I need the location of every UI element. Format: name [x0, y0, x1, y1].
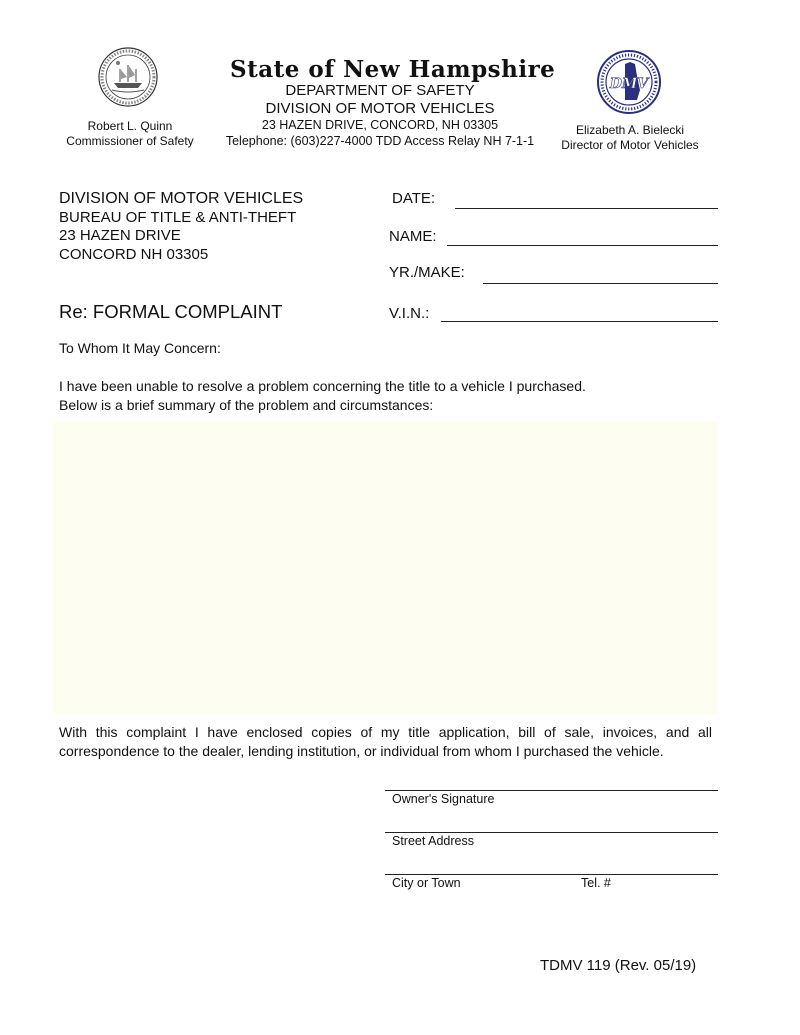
commissioner-title: Commissioner of Safety	[66, 134, 194, 148]
state-title: State of New Hampshire	[230, 56, 556, 83]
recipient-line-3: 23 HAZEN DRIVE	[59, 227, 181, 244]
header-block	[230, 56, 556, 83]
name-label: NAME:	[389, 228, 437, 245]
date-line	[455, 208, 718, 209]
street-address-line	[385, 832, 718, 833]
vin-line	[441, 321, 718, 322]
greeting: To Whom It May Concern:	[59, 340, 221, 356]
recipient-address	[59, 190, 303, 264]
city-label: City or Town	[392, 876, 461, 890]
street-address-input[interactable]	[388, 813, 716, 831]
director-title: Director of Motor Vehicles	[561, 138, 699, 152]
yrmake-input[interactable]	[486, 263, 716, 281]
vin-input[interactable]	[444, 301, 716, 319]
left-official	[55, 119, 205, 149]
intro-line-1: I have been unable to resolve a problem concerning the title to a vehicle I purchased.	[59, 378, 586, 394]
form-number: TDMV 119 (Rev. 05/19)	[540, 957, 697, 974]
city-input[interactable]	[388, 855, 568, 873]
summary-textarea[interactable]	[53, 421, 718, 715]
name-input[interactable]	[450, 225, 716, 243]
intro-line-2: Below is a brief summary of the problem and circumstances:	[59, 397, 434, 413]
tel-input[interactable]	[580, 855, 716, 873]
date-label: DATE:	[392, 190, 436, 207]
recipient-line-4: CONCORD NH 03305	[59, 245, 209, 263]
division-name: DIVISION OF MOTOR VEHICLES	[265, 100, 495, 117]
commissioner-name: Robert L. Quinn	[87, 119, 173, 133]
name-line	[447, 245, 718, 246]
right-official	[550, 123, 710, 153]
vin-label: V.I.N.:	[389, 305, 430, 322]
tel-label: Tel. #	[581, 876, 611, 890]
department-name: DEPARTMENT OF SAFETY	[285, 82, 475, 99]
state-seal-icon	[98, 47, 158, 112]
owner-signature-label: Owner's Signature	[392, 792, 495, 806]
owner-signature-line	[385, 790, 718, 791]
subject-line: Re: FORMAL COMPLAINT	[59, 301, 283, 322]
date-input[interactable]	[458, 188, 716, 206]
dmv-logo-text: DMV	[609, 76, 649, 92]
recipient-line-1: DIVISION OF MOTOR VEHICLES	[59, 190, 304, 207]
intro-paragraph	[59, 377, 719, 415]
enclosure-paragraph: With this complaint I have enclosed copies of my title application, bill of sale, invoices, and all correspondence to the dealer, lending institution, or individual from whom I purchased the vehicle.	[59, 724, 712, 759]
street-address-label: Street Address	[392, 834, 474, 848]
owner-signature-input[interactable]	[388, 771, 716, 789]
yrmake-line	[483, 283, 718, 284]
dmv-logo-icon	[597, 50, 661, 119]
director-name: Elizabeth A. Bielecki	[575, 123, 685, 137]
yrmake-label: YR./MAKE:	[389, 264, 465, 281]
recipient-line-2: BUREAU OF TITLE & ANTI-THEFT	[59, 208, 297, 226]
header-telephone: Telephone: (603)227-4000 TDD Access Relay NH 7-1-1	[225, 134, 535, 148]
header-address: 23 HAZEN DRIVE, CONCORD, NH 03305	[261, 118, 499, 132]
city-tel-line	[385, 874, 718, 875]
